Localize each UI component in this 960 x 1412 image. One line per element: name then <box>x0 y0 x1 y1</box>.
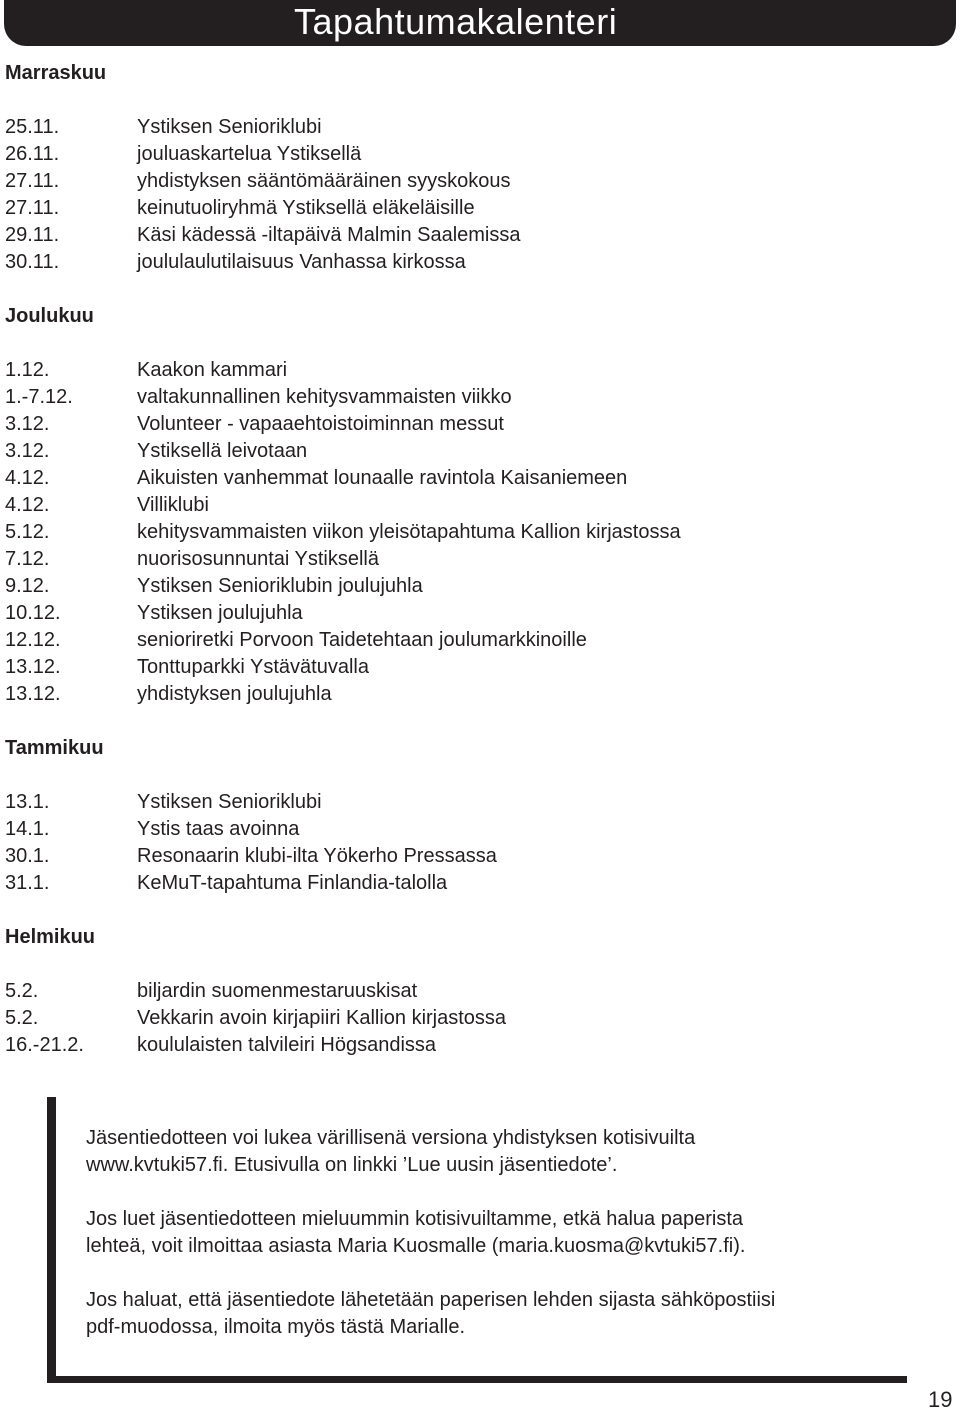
event-row <box>5 411 905 438</box>
month-section <box>5 924 905 1059</box>
event-title: biljardin suomenmestaruuskisat <box>137 980 418 1002</box>
event-date: 4.12. <box>5 467 50 489</box>
month-section <box>5 60 905 303</box>
event-row <box>5 492 905 519</box>
event-title: Volunteer - vapaaehtoistoiminnan messut <box>137 413 504 435</box>
event-row <box>5 519 905 546</box>
event-title: Villiklubi <box>137 494 209 516</box>
event-title: kehitysvammaisten viikon yleisötapahtuma Kallion kirjastossa <box>137 521 681 543</box>
event-date: 12.12. <box>5 629 61 651</box>
event-date: 3.12. <box>5 413 50 435</box>
event-title: Ystiksen joulujuhla <box>137 602 303 624</box>
header-bar <box>4 0 956 46</box>
event-date: 26.11. <box>5 143 60 165</box>
info-line: lehteä, voit ilmoittaa asiasta Maria Kuosmalle (maria.kuosma@kvtuki57.fi). <box>86 1235 746 1257</box>
section-gap <box>5 708 905 735</box>
event-date: 30.1. <box>5 845 50 867</box>
event-date: 16.-21.2. <box>5 1034 84 1056</box>
event-title: joululaulutilaisuus Vanhassa kirkossa <box>137 251 466 273</box>
event-row <box>5 357 905 384</box>
event-date: 29.11. <box>5 224 60 246</box>
event-row <box>5 465 905 492</box>
event-title: Ystiksen Senioriklubi <box>137 116 322 138</box>
event-row <box>5 249 905 276</box>
section-gap <box>5 897 905 924</box>
event-date: 13.1. <box>5 791 50 813</box>
month-section <box>5 735 905 924</box>
event-date: 5.12. <box>5 521 50 543</box>
event-row <box>5 573 905 600</box>
event-row <box>5 789 905 816</box>
event-row <box>5 1032 905 1059</box>
event-date: 13.12. <box>5 683 61 705</box>
event-date: 13.12. <box>5 656 61 678</box>
info-paragraph <box>86 1125 886 1179</box>
event-title: Ystiksen Senioriklubi <box>137 791 322 813</box>
month-heading: Tammikuu <box>5 737 104 759</box>
event-row <box>5 654 905 681</box>
event-title: jouluaskartelua Ystiksellä <box>137 143 362 165</box>
event-date: 10.12. <box>5 602 61 624</box>
event-date: 1.12. <box>5 359 50 381</box>
event-title: yhdistyksen sääntömääräinen syyskokous <box>137 170 511 192</box>
event-date: 14.1. <box>5 818 50 840</box>
event-title: Ystiksen Senioriklubin joulujuhla <box>137 575 423 597</box>
event-row <box>5 681 905 708</box>
event-row <box>5 627 905 654</box>
event-row <box>5 438 905 465</box>
event-row <box>5 978 905 1005</box>
event-date: 1.-7.12. <box>5 386 73 408</box>
event-row <box>5 870 905 897</box>
event-row <box>5 843 905 870</box>
event-title: koululaisten talvileiri Högsandissa <box>137 1034 437 1056</box>
month-heading: Marraskuu <box>5 62 107 84</box>
info-line: Jos luet jäsentiedotteen mieluummin kotisivuiltamme, etkä halua paperista <box>86 1208 744 1230</box>
event-date: 27.11. <box>5 197 60 219</box>
event-title: Vekkarin avoin kirjapiiri Kallion kirjastossa <box>137 1007 507 1029</box>
event-row <box>5 1005 905 1032</box>
info-box <box>47 1097 907 1383</box>
event-row <box>5 195 905 222</box>
info-line: Jos haluat, että jäsentiedote lähetetään paperisen lehden sijasta sähköpostiisi <box>86 1289 776 1311</box>
month-section <box>5 303 905 735</box>
event-date: 27.11. <box>5 170 60 192</box>
event-title: valtakunnallinen kehitysvammaisten viikko <box>137 386 512 408</box>
event-title: Aikuisten vanhemmat lounaalle ravintola Kaisaniemeen <box>137 467 628 489</box>
event-title: KeMuT-tapahtuma Finlandia-talolla <box>137 872 448 894</box>
info-line: Jäsentiedotteen voi lukea värillisenä versiona yhdistyksen kotisivuilta <box>86 1127 696 1149</box>
event-row <box>5 168 905 195</box>
event-title: yhdistyksen joulujuhla <box>137 683 332 705</box>
event-title: Kaakon kammari <box>137 359 288 381</box>
event-title: senioriretki Porvoon Taidetehtaan joulumarkkinoille <box>137 629 587 651</box>
event-title: nuorisosunnuntai Ystiksellä <box>137 548 380 570</box>
event-date: 31.1. <box>5 872 50 894</box>
event-title: Ystiksellä leivotaan <box>137 440 308 462</box>
event-date: 3.12. <box>5 440 50 462</box>
page-title: Tapahtumakalenteri <box>294 1 618 42</box>
event-row <box>5 546 905 573</box>
info-text <box>86 1125 886 1368</box>
event-row <box>5 816 905 843</box>
event-row <box>5 141 905 168</box>
event-title: Ystis taas avoinna <box>137 818 300 840</box>
event-title: Resonaarin klubi-ilta Yökerho Pressassa <box>137 845 497 867</box>
event-date: 5.2. <box>5 1007 39 1029</box>
info-paragraph <box>86 1206 886 1260</box>
event-row <box>5 384 905 411</box>
page-number: 19 <box>928 1387 953 1412</box>
event-date: 7.12. <box>5 548 50 570</box>
month-heading: Helmikuu <box>5 926 96 948</box>
event-date: 4.12. <box>5 494 50 516</box>
info-line: www.kvtuki57.fi. Etusivulla on linkki ’Lue uusin jäsentiedote’. <box>86 1154 618 1176</box>
info-box-inner <box>55 1097 907 1377</box>
event-row <box>5 600 905 627</box>
month-heading: Joulukuu <box>5 305 94 327</box>
event-title: keinutuoliryhmä Ystiksellä eläkeläisille <box>137 197 475 219</box>
event-date: 5.2. <box>5 980 39 1002</box>
event-date: 30.11. <box>5 251 60 273</box>
event-title: Tonttuparkki Ystävätuvalla <box>137 656 369 678</box>
event-row <box>5 114 905 141</box>
event-date: 9.12. <box>5 575 50 597</box>
event-calendar <box>5 60 905 1059</box>
section-gap <box>5 276 905 303</box>
event-title: Käsi kädessä -iltapäivä Malmin Saalemissa <box>137 224 521 246</box>
info-line: pdf-muodossa, ilmoita myös tästä Marialle. <box>86 1316 466 1338</box>
info-paragraph <box>86 1287 886 1341</box>
event-date: 25.11. <box>5 116 60 138</box>
event-row <box>5 222 905 249</box>
